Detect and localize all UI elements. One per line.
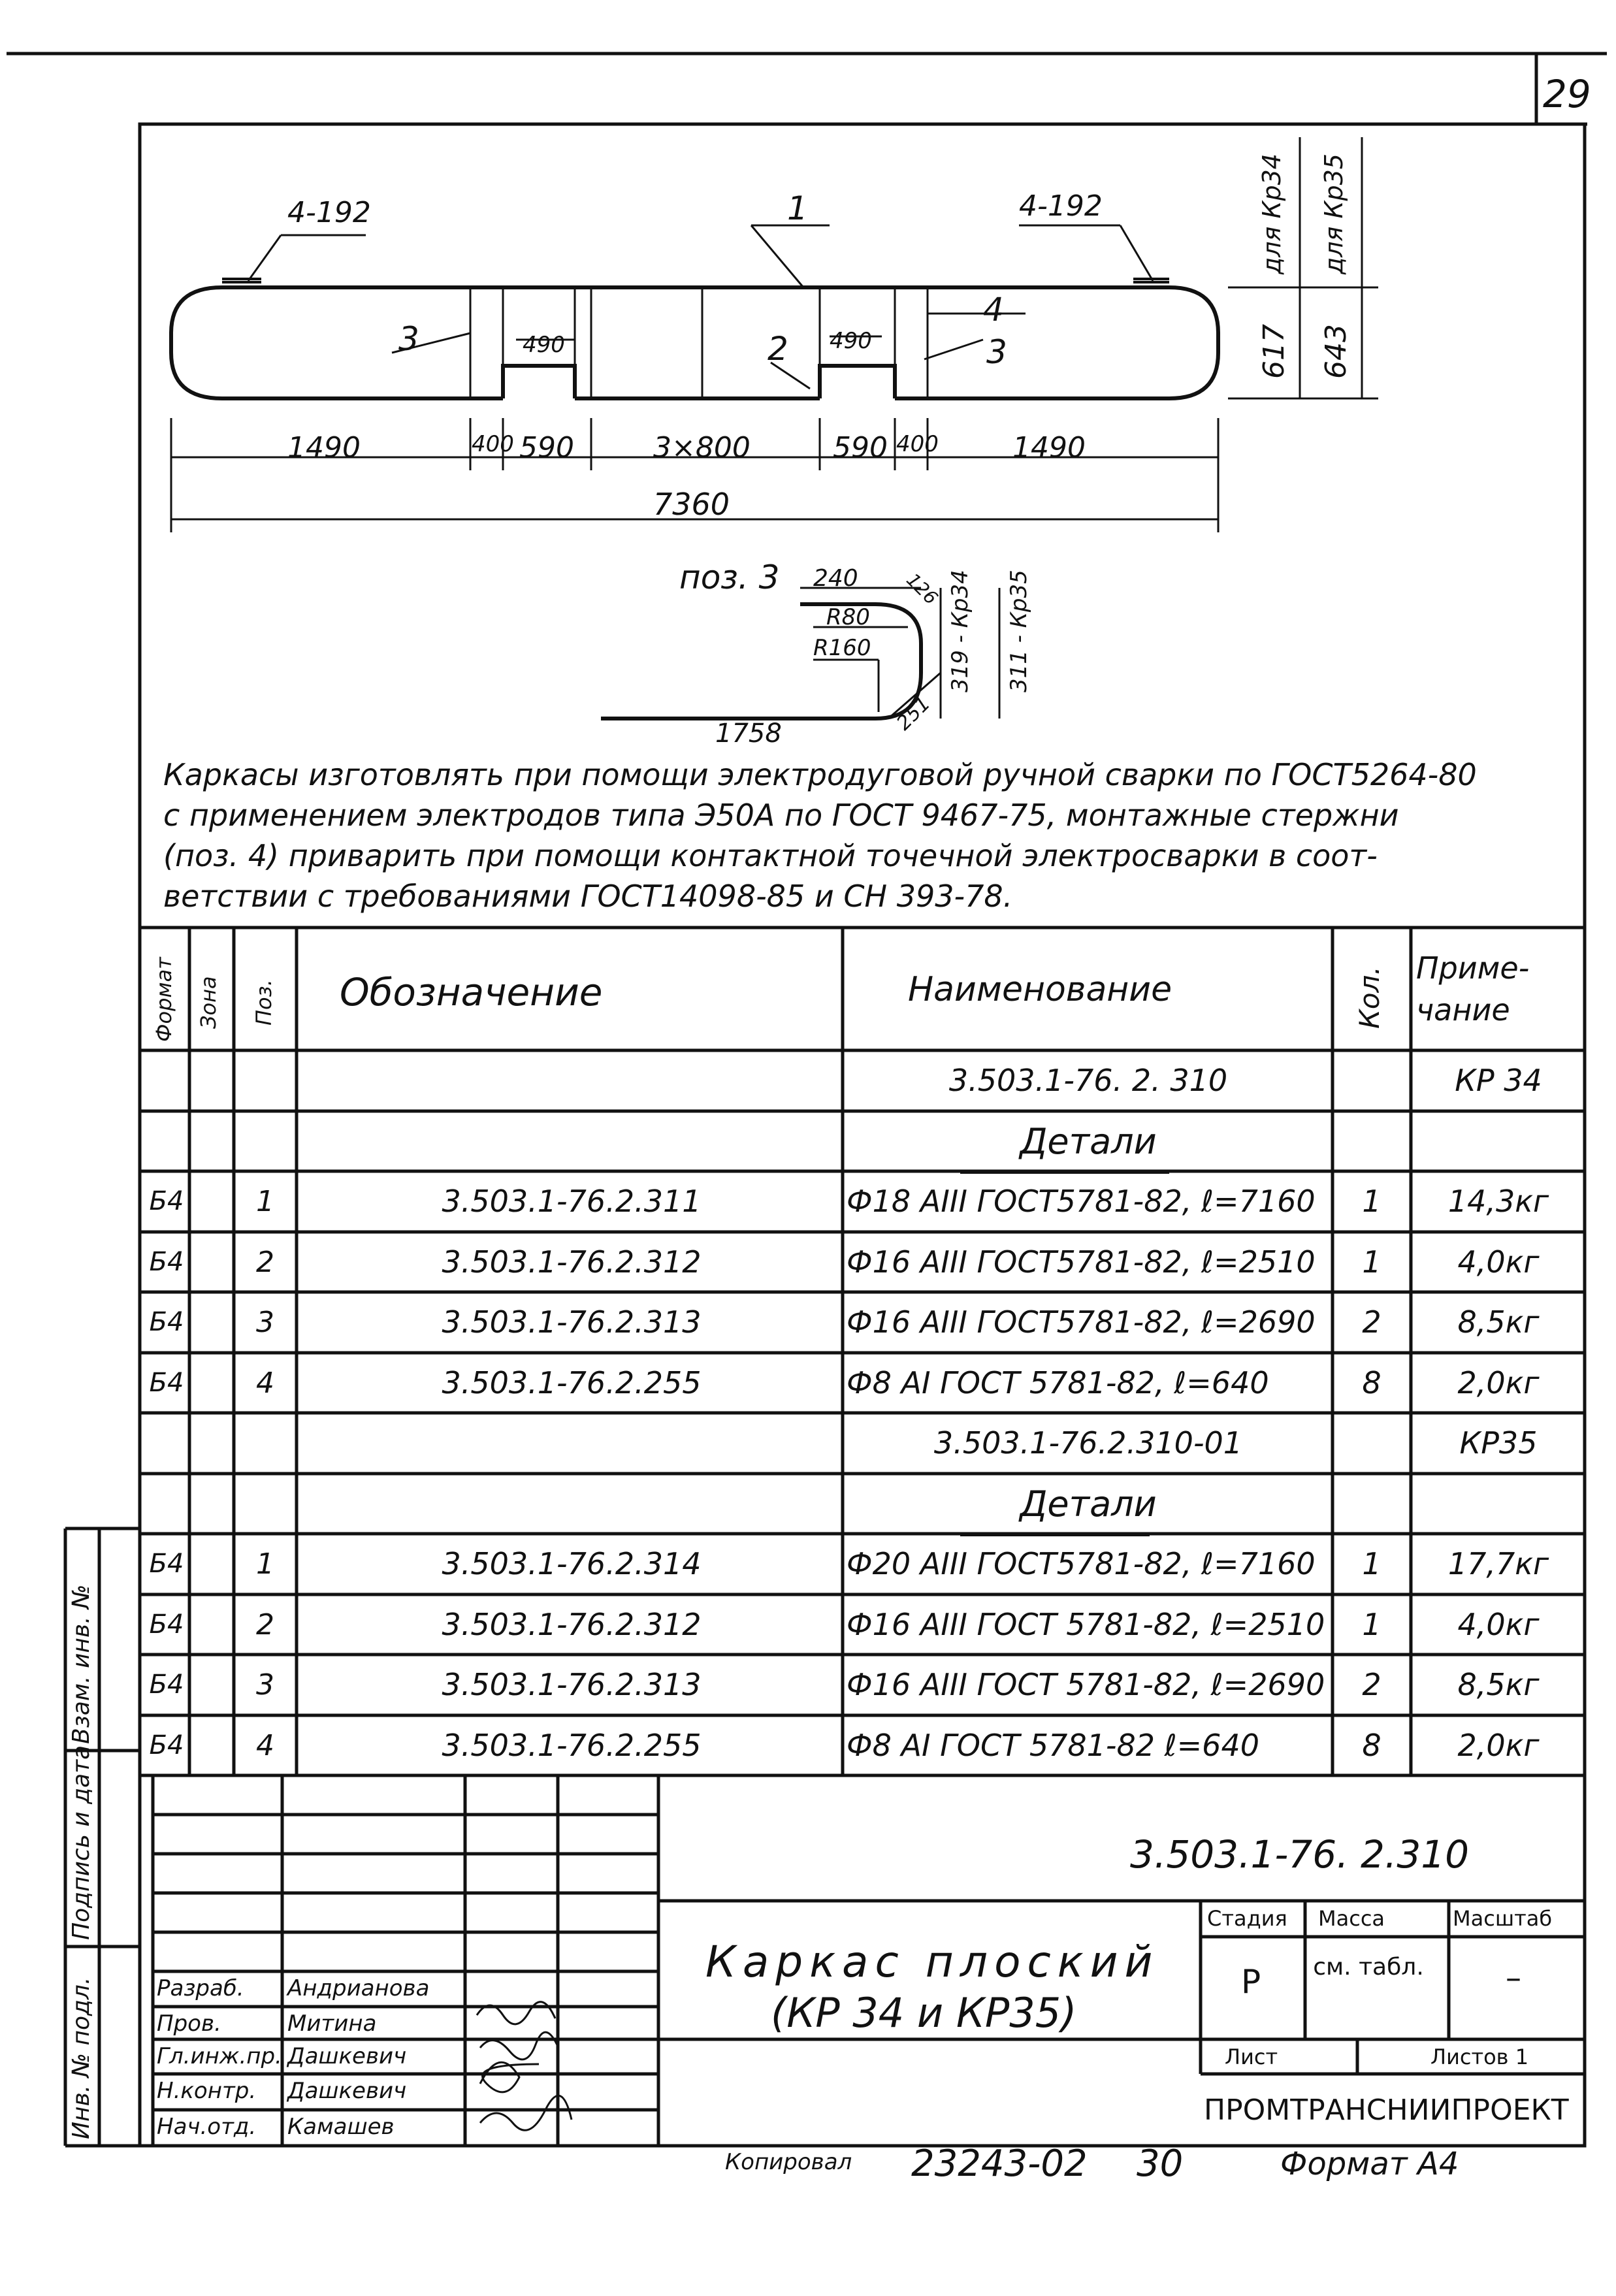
row-format: Б4 <box>149 1730 184 1760</box>
mass-label: Масса <box>1318 1906 1385 1931</box>
copy-page: 30 <box>1137 2142 1184 2185</box>
row-pos: 1 <box>256 1184 274 1218</box>
label-for-kr34: для Кр34 <box>1257 154 1286 274</box>
row-name: 3.503.1-76.2.310-01 <box>933 1425 1243 1461</box>
role-person-name: Дашкевич <box>287 2043 407 2069</box>
detail-3-r160: R160 <box>813 635 871 661</box>
row-qty <box>1334 1111 1410 1171</box>
dim-1490-left: 1490 <box>287 431 361 464</box>
row-format <box>145 1050 188 1110</box>
row-pos: 1 <box>256 1547 274 1581</box>
row-name: Ф16 АIII ГОСТ 5781-82, ℓ=2690 <box>847 1667 1325 1702</box>
row-designation: 3.503.1-76.2.311 <box>442 1184 702 1219</box>
row-pos: 3 <box>256 1305 274 1339</box>
scale-value: – <box>1506 1960 1521 1996</box>
row-note: КР 34 <box>1455 1063 1542 1098</box>
row-designation: 3.503.1-76.2.312 <box>442 1244 702 1280</box>
detail-3-dim-240: 240 <box>813 565 858 592</box>
row-name: Ф16 АIII ГОСТ5781-82, ℓ=2690 <box>847 1304 1316 1340</box>
row-qty <box>1334 1050 1410 1110</box>
header-name: Наименование <box>908 970 1172 1009</box>
row-pos <box>235 1413 295 1473</box>
row-qty: 8 <box>1362 1365 1382 1400</box>
row-note: 4,0кг <box>1457 1244 1540 1280</box>
row-pos <box>235 1111 295 1171</box>
side-stamp-inv-podl: Инв. № подл. <box>68 1977 95 2139</box>
row-note: 8,5кг <box>1457 1667 1540 1702</box>
detail-3-dim-1758: 1758 <box>715 719 782 749</box>
dim-height-kr34: 617 <box>1257 324 1291 379</box>
row-name: 3.503.1-76. 2. 310 <box>948 1063 1228 1098</box>
dim-400-left: 400 <box>472 431 514 457</box>
row-qty <box>1334 1413 1410 1473</box>
detail-3-title: поз. 3 <box>679 558 780 596</box>
gap-dim-right: 490 <box>830 328 872 354</box>
row-format: Б4 <box>149 1670 184 1700</box>
row-name: Детали <box>1020 1483 1157 1525</box>
header-designation: Обозначение <box>340 970 603 1014</box>
role-label: Нач.отд. <box>157 2114 257 2140</box>
detail-3-length-kr35: 311 - Кр35 <box>1006 570 1032 692</box>
row-qty: 2 <box>1362 1304 1382 1340</box>
side-stamp-vzam-inv: Взам. инв. № <box>68 1584 95 1744</box>
stage-value: Р <box>1241 1963 1261 2001</box>
row-name: Ф8 АI ГОСТ 5781-82, ℓ=640 <box>847 1365 1269 1400</box>
row-note: 8,5кг <box>1457 1304 1540 1340</box>
row-name: Детали <box>1020 1120 1157 1162</box>
row-pos <box>235 1050 295 1110</box>
detail-3-r80: R80 <box>826 604 870 630</box>
row-note: 4,0кг <box>1457 1607 1540 1642</box>
row-designation: 3.503.1-76.2.312 <box>442 1607 702 1642</box>
row-pos <box>235 1474 295 1534</box>
row-note <box>1416 1474 1581 1534</box>
row-name: Ф18 АIII ГОСТ5781-82, ℓ=7160 <box>847 1184 1316 1219</box>
document-number: 3.503.1-76. 2.310 <box>1130 1832 1470 1877</box>
row-note <box>1416 1111 1581 1171</box>
note-line-3: (поз. 4) приварить при помощи контактной точечной электросварки в соот- <box>163 838 1378 873</box>
row-qty: 2 <box>1362 1667 1382 1702</box>
row-note: КР35 <box>1459 1425 1538 1461</box>
format-label: Формат А4 <box>1280 2146 1459 2182</box>
manufacturing-note <box>163 754 1581 916</box>
row-format <box>145 1413 188 1473</box>
row-format <box>145 1474 188 1534</box>
row-pos: 4 <box>256 1366 274 1400</box>
row-format: Б4 <box>149 1549 184 1579</box>
row-note: 2,0кг <box>1457 1728 1540 1763</box>
row-designation <box>307 1111 836 1171</box>
row-name: Ф16 АIII ГОСТ 5781-82, ℓ=2510 <box>847 1607 1325 1642</box>
callout-3-right: 3 <box>986 333 1007 371</box>
note-line-1: Каркасы изготовлять при помощи электродуговой ручной сварки по ГОСТ5264-80 <box>163 757 1477 792</box>
note-line-4: ветствии с требованиями ГОСТ14098-85 и СН 393-78. <box>163 879 1013 914</box>
row-qty: 1 <box>1362 1546 1382 1581</box>
role-label: Разраб. <box>157 1975 244 2001</box>
row-designation: 3.503.1-76.2.313 <box>442 1304 702 1340</box>
row-format <box>145 1111 188 1171</box>
detail-3-dim-126: 126 <box>902 568 943 609</box>
sheet-label: Лист <box>1225 2045 1278 2069</box>
dim-height-kr35: 643 <box>1319 324 1353 379</box>
role-person-name: Камашев <box>287 2114 395 2140</box>
row-designation: 3.503.1-76.2.313 <box>442 1667 702 1702</box>
role-person-name: Андрианова <box>287 1975 430 2001</box>
row-pos: 2 <box>256 1245 274 1279</box>
header-format: Формат <box>152 957 176 1042</box>
header-pos: Поз. <box>251 979 276 1026</box>
row-format: Б4 <box>149 1186 184 1216</box>
scale-label: Масштаб <box>1453 1906 1553 1931</box>
title-line-1: Каркас плоский <box>705 1937 1159 1987</box>
role-person-name: Дашкевич <box>287 2078 407 2104</box>
callout-3-left: 3 <box>398 320 419 358</box>
role-person-name: Митина <box>287 2011 377 2037</box>
row-designation: 3.503.1-76.2.255 <box>442 1728 702 1763</box>
row-format: Б4 <box>149 1247 184 1277</box>
row-qty: 1 <box>1362 1184 1382 1219</box>
row-name: Ф20 АIII ГОСТ5781-82, ℓ=7160 <box>847 1546 1316 1581</box>
row-pos: 4 <box>256 1728 274 1762</box>
dim-590-left: 590 <box>519 431 574 464</box>
row-name: Ф16 АIII ГОСТ5781-82, ℓ=2510 <box>847 1244 1316 1280</box>
dim-590-right: 590 <box>833 431 888 464</box>
role-label: Гл.инж.пр. <box>157 2043 282 2069</box>
row-designation: 3.503.1-76.2.255 <box>442 1365 702 1400</box>
row-format: Б4 <box>149 1307 184 1337</box>
row-designation <box>307 1413 836 1473</box>
row-designation <box>307 1050 836 1110</box>
role-label: Н.контр. <box>157 2078 257 2104</box>
weld-label-right: 4-192 <box>1019 189 1103 223</box>
dim-1490-right: 1490 <box>1012 431 1086 464</box>
dim-total-length: 7360 <box>653 487 730 522</box>
row-designation: 3.503.1-76.2.314 <box>442 1546 702 1581</box>
row-format: Б4 <box>149 1609 184 1640</box>
dim-400-right: 400 <box>896 431 939 457</box>
row-qty: 8 <box>1362 1728 1382 1763</box>
organization-name: ПРОМТРАНСНИИПРОЕКТ <box>1204 2094 1569 2127</box>
label-for-kr35: для Кр35 <box>1319 154 1348 274</box>
stage-label: Стадия <box>1207 1906 1287 1931</box>
weld-label-left: 4-192 <box>287 196 371 229</box>
row-pos: 2 <box>256 1608 274 1641</box>
note-line-2: с применением электродов типа Э50А по ГОСТ 9467-75, монтажные стержни <box>163 798 1399 833</box>
gap-dim-left: 490 <box>523 332 565 358</box>
copy-number: 23243-02 <box>911 2142 1088 2185</box>
row-note: 14,3кг <box>1447 1184 1549 1219</box>
dim-3x800: 3×800 <box>653 431 751 464</box>
row-qty <box>1334 1474 1410 1534</box>
copied-label: Копировал <box>725 2149 852 2175</box>
row-note: 17,7кг <box>1447 1546 1549 1581</box>
row-format: Б4 <box>149 1368 184 1398</box>
header-qty: Кол. <box>1353 966 1385 1029</box>
sheets-label: Листов 1 <box>1430 2045 1529 2069</box>
row-note: 2,0кг <box>1457 1365 1540 1400</box>
row-qty: 1 <box>1362 1607 1382 1642</box>
detail-3-length-kr34: 319 - Кр34 <box>947 570 973 692</box>
side-stamp-signature-date: Подпись и дата <box>68 1745 95 1940</box>
row-qty: 1 <box>1362 1244 1382 1280</box>
page-number: 29 <box>1543 72 1591 116</box>
header-zone: Зона <box>196 976 221 1029</box>
title-line-2: (КР 34 и КР35) <box>771 1989 1077 2037</box>
detail-3-drawing <box>601 588 999 719</box>
row-designation <box>307 1474 836 1534</box>
header-note: Приме-чание <box>1416 950 1530 1027</box>
row-pos: 3 <box>256 1668 274 1702</box>
role-label: Пров. <box>157 2011 221 2037</box>
mass-value: см. табл. <box>1313 1954 1424 1981</box>
detail-3-dim-251: 251 <box>892 692 935 736</box>
row-name: Ф8 АI ГОСТ 5781-82 ℓ=640 <box>847 1728 1259 1763</box>
callout-4: 4 <box>983 291 1004 329</box>
callout-2: 2 <box>768 330 788 368</box>
callout-1: 1 <box>787 189 808 227</box>
